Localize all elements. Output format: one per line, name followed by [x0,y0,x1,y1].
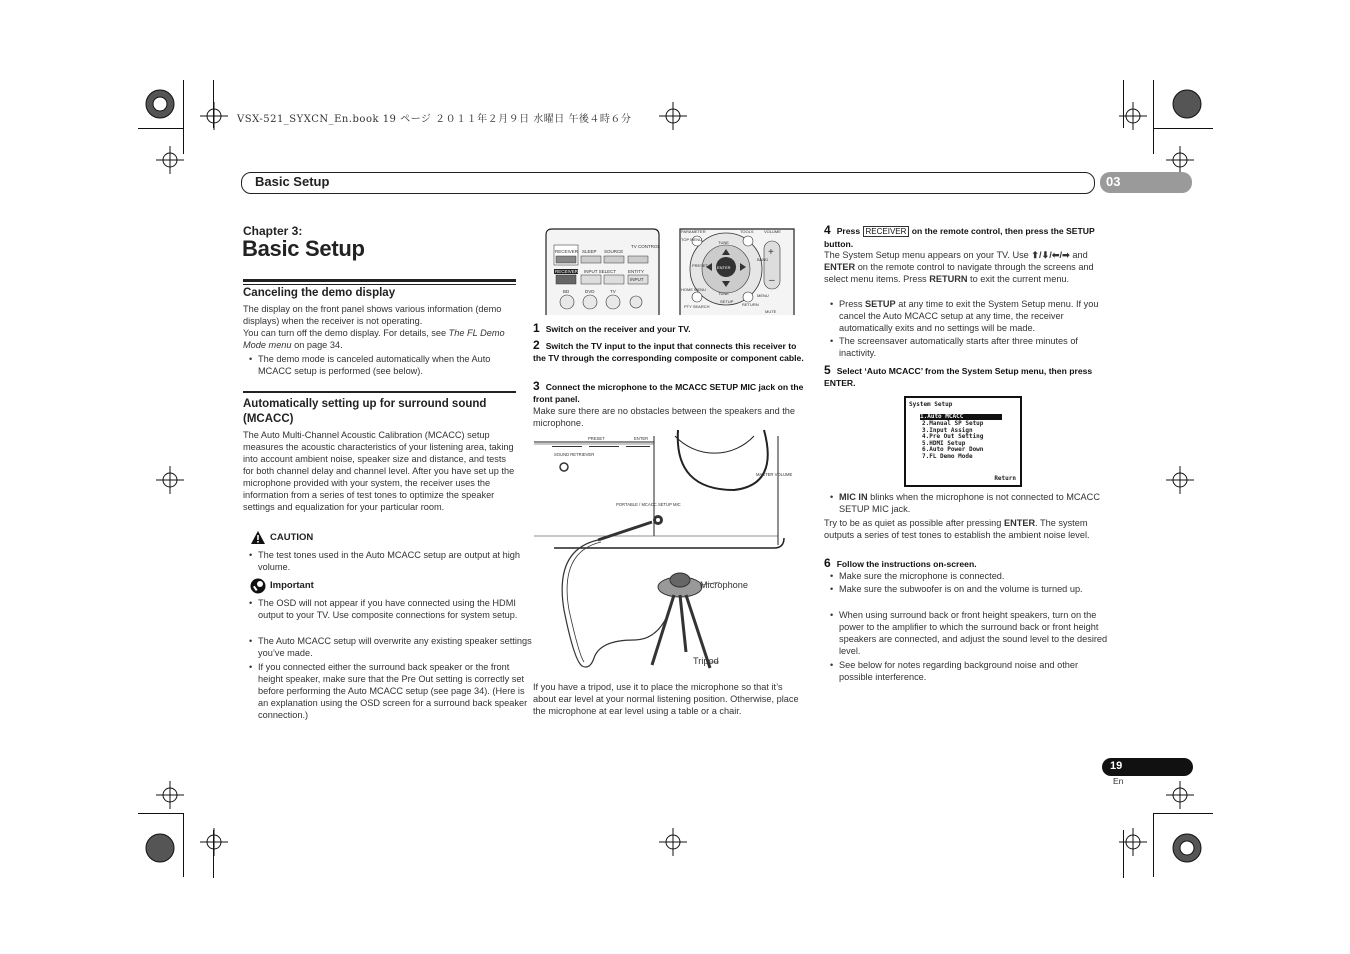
step-1: 1 Switch on the receiver and your TV. [533,321,691,335]
svg-text:TOP MENU: TOP MENU [681,237,702,242]
caution-bullet: • The test tones used in the Auto MCACC setup are output at high volume. [243,549,533,573]
mcacc-paragraph: The Auto Multi-Channel Acoustic Calibration (MCACC) setup measures the acoustic characteristics of your listening area, taking into account ambient noise, speaker size and distance, and tests for both channel delay and channel level. After you have set up the microphone provided with your system, the receiver uses the information from a series of test tones to optimize the speaker settings and equalization for your particular room. [243,430,515,512]
svg-text:SETUP: SETUP [720,299,734,304]
title-rule [243,279,516,282]
svg-text:ENTER: ENTER [634,436,649,441]
important-icon [250,578,266,594]
svg-text:MASTER VOLUME: MASTER VOLUME [756,472,793,477]
osd-item-selected: 1.Auto MCACC [920,414,1002,420]
osd-item: 4.Pre Out Setting [922,433,984,441]
important-bullet-2: • The Auto MCACC setup will overwrite any existing speaker settings you’ve made. [243,635,533,659]
osd-item: 7.FL Demo Mode [922,452,973,460]
important-bullet-1: • The OSD will not appear if you have connected using the HDMI output to your TV. Use composite connections for system setup. [243,597,533,621]
svg-text:ENTER: ENTER [717,265,731,270]
osd-return: Return [994,475,1016,482]
demo-paragraph-2: You can turn off the demo display. For details, see The FL Demo Mode menu on page 34. [243,328,505,350]
quiet-paragraph: Try to be as quiet as possible after pressing ENTER. The system outputs a series of test tones to establish the ambient noise level. [824,518,1090,540]
svg-text:RECEIVER: RECEIVER [555,269,579,274]
svg-text:PARAMETER: PARAMETER [681,229,706,234]
tripod-paragraph: If you have a tripod, use it to place the microphone so that it’s about ear level at your normal listening position. Otherwise, place the microphone at ear level using a table or a chair. [533,682,799,716]
svg-text:BD: BD [563,289,570,294]
language-label: En [1113,776,1124,786]
tripod-label: Tripod [693,656,719,666]
svg-text:INPUT: INPUT [630,277,644,282]
mic-in-bullet: • MIC IN blinks when the microphone is not connected to MCACC SETUP MIC jack. [824,491,1114,515]
important-bullet-3: • If you connected either the surround back speaker or the front height speaker, make sure that the Pre Out setting is correctly set before performing the Auto MCACC setup (see page 34). (Here is an explanation using the OSD screen for a surround back speaker connection.) [243,661,533,721]
svg-text:DVD: DVD [585,289,595,294]
mcacc-heading: Automatically setting up for surround sound (MCACC) [243,398,487,425]
step-6: 6 Follow the instructions on-screen. [824,556,977,570]
receiver-key: RECEIVER [863,226,910,237]
step-6-bullet-1: • Make sure the microphone is connected. [824,570,1114,582]
important-label: Important [270,580,314,591]
svg-text:INPUT SELECT: INPUT SELECT [584,269,617,274]
svg-text:TUNE: TUNE [718,291,729,296]
svg-text:BAND: BAND [757,257,769,262]
demo-bullet: • The demo mode is canceled automatically when the Auto MCACC setup is performed (see below). [243,353,518,377]
step-3-note: Make sure there are no obstacles between the speakers and the microphone. [533,406,796,428]
svg-text:MUTE: MUTE [765,309,777,314]
svg-text:PTY SEARCH: PTY SEARCH [684,304,710,309]
title-rule-thin [243,284,516,285]
svg-text:ENTITY: ENTITY [628,269,645,274]
step-3: 3 Connect the microphone to the MCACC SETUP MIC jack on the front panel. [533,379,804,404]
svg-text:RECEIVER: RECEIVER [555,249,579,254]
arrow-keys: ⬆/⬇/⬅/➡ [1031,250,1070,260]
page-title: Basic Setup [242,236,365,261]
osd-item: 5.HDMI Setup [922,439,966,447]
front-panel-illustration [534,430,793,675]
osd-item: 2.Manual SP Setup [922,420,984,427]
osd-item: 3.Input Assign [922,426,973,434]
chapter-tab-number: 03 [1106,174,1121,189]
chapter-label: Chapter 3: [243,224,303,238]
step-4-bullet-1: • Press SETUP at any time to exit the System Setup menu. If you cancel the Auto MCACC setup at any time, the receiver automatically exits and no settings will be made. [824,298,1114,334]
svg-text:PORTABLE / MCACC SETUP MIC: PORTABLE / MCACC SETUP MIC [616,502,681,507]
microphone-label: Microphone [700,580,749,590]
svg-text:MENU: MENU [757,293,769,298]
svg-text:SOUND RETRIEVER: SOUND RETRIEVER [554,452,595,457]
svg-text:RETURN: RETURN [742,302,759,307]
demo-heading: Canceling the demo display [243,287,396,299]
demo-paragraph-1: The display on the front panel shows various information (demo displays) when the receiver is not operating. [243,304,502,326]
svg-text:+: + [768,247,774,258]
chapter-tab [1100,172,1192,193]
step-6-bullet-2: • Make sure the subwoofer is on and the volume is turned up. [824,583,1114,595]
step-4: 4 Press RECEIVER on the remote control, then press the SETUP button. [824,223,1095,249]
step-2: 2 Switch the TV input to the input that connects this receiver to the TV through the corresponding composite or component cable. [533,338,804,363]
step-6-bullet-3: • When using surround back or front height speakers, turn on the power to the amplifier to which the surround back or front height speakers are connected, and adjust the sound level to the desired level. [824,609,1114,657]
section-bar-title: Basic Setup [255,174,330,189]
svg-text:TOOLS: TOOLS [740,229,754,234]
section-rule [243,391,516,393]
osd-title: System Setup [909,401,953,408]
system-setup-osd [904,396,1022,487]
caution-icon [250,530,266,545]
page-number-tab [1102,758,1193,776]
svg-text:TV CONTROL: TV CONTROL [631,244,661,249]
svg-text:HOME MENU: HOME MENU [681,287,706,292]
svg-text:TV: TV [610,289,616,294]
remote-right-illustration [680,229,794,315]
step-4-paragraph: The System Setup menu appears on your TV. Use ⬆/⬇/⬅/➡ and ENTER on the remote control to navigate through the screens and select menu items. Press RETURN to exit the current menu. [824,250,1094,284]
remote-left-illustration [546,229,659,315]
osd-item: 6.Auto Power Down [922,446,984,454]
page-number: 19 [1110,760,1123,772]
svg-text:SOURCE: SOURCE [604,249,624,254]
caution-label: CAUTION [270,532,314,543]
svg-text:PRESET: PRESET [588,436,605,441]
step-4-bullet-2: • The screensaver automatically starts after three minutes of inactivity. [824,335,1114,359]
step-5: 5 Select ‘Auto MCACC’ from the System Setup menu, then press ENTER. [824,363,1093,388]
book-header: VSX-521_SYXCN_En.book 19 ページ ２０１１年２月９日 水曜日 午後４時６分 [237,114,632,125]
section-bar [241,172,1095,194]
osd-menu-list [922,421,983,461]
svg-text:VOLUME: VOLUME [764,229,781,234]
step-6-bullet-4: • See below for notes regarding background noise and other possible interference. [824,659,1114,683]
svg-text:SLEEP: SLEEP [582,249,597,254]
svg-text:TUNE: TUNE [718,240,729,245]
svg-text:PRESET: PRESET [692,263,709,268]
svg-text:–: – [769,275,775,286]
